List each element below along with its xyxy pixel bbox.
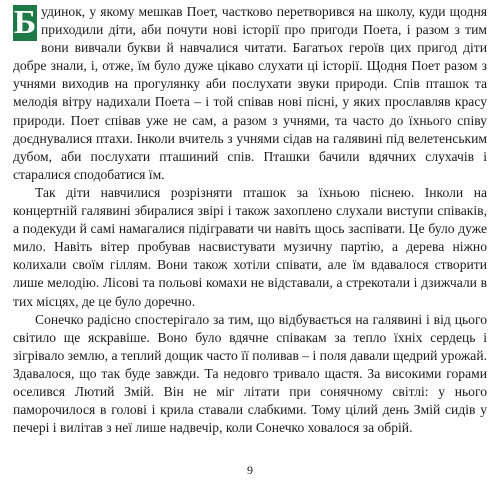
paragraph-3: Сонечко радісно спостерігало за тим, що відбувається на галявині і від цього світило ще яскравіше. Воно було вдячне співакам за тепло їхніх сердець і зігрівало землю, а теплий дощик часто її поливав – і поля давали щедрий урожай. Здавалося, що так буде завжди. Та недовго тривало щастя. За високими горами оселився Лютий Змій. Він не міг літати при сонячному світлі: у нього паморочилося в голові і крила ставали слабкими. Тому цілий день Змій сидів у печері і вилітав з неї лише надвечір, коли Сонечко ховалося за обрій.: [13, 311, 487, 436]
paragraph-1: [13, 3, 487, 184]
page-number: 9: [247, 463, 253, 477]
body-text: [13, 3, 487, 437]
drop-cap: Б: [13, 4, 37, 41]
paragraph-2: Так діти навчилися розрізняти пташок за їхньою піснею. Інколи на концертній галявині збиралися звірі і також захоплено слухали виступи співаків, а подекуди й самі намагалися підігравати чи навіть щось заспівати. Це було дуже мило. Навіть вітер пробував насвистувати музичну партію, а дерева ніжно колихали своїм гіллям. Вони також хотіли співати, але їм вдавалося створити лише мелодію. Лісові та польові комахи не відставали, а стрекотали і дзижчали в тих місцях, де це було доречно.: [13, 184, 487, 309]
paragraph-1-text: удинок, у якому мешкав Поет, частково перетворився на школу, куди щодня приходили діти, аби почути нові історії про пригоди Поета, і разом з тим вони вивчали букви й навчалися читати. Багатьох героїв цих пригод діти добре знали, і, отже, їм було дуже цікаво слухати ці історії.: [13, 4, 487, 74]
paragraph-1-continuation: Щодня Поет разом з учнями виходив на прогулянку аби послухати звуки природи. Спів пташок та мелодія вітру надихали Поета – і той співав нові пісні, у яких прославляв красу природи. Поет співав уже не сам, а разом з учнями, та часто до їхнього співу доєднувалися птахи. Інколи вчитель з учнями сідав на галявині під велетенським дубом, аби послухати пташиний спів. Пташки бачили вдячних слухачів і старалися сподобатися їм.: [13, 58, 487, 182]
